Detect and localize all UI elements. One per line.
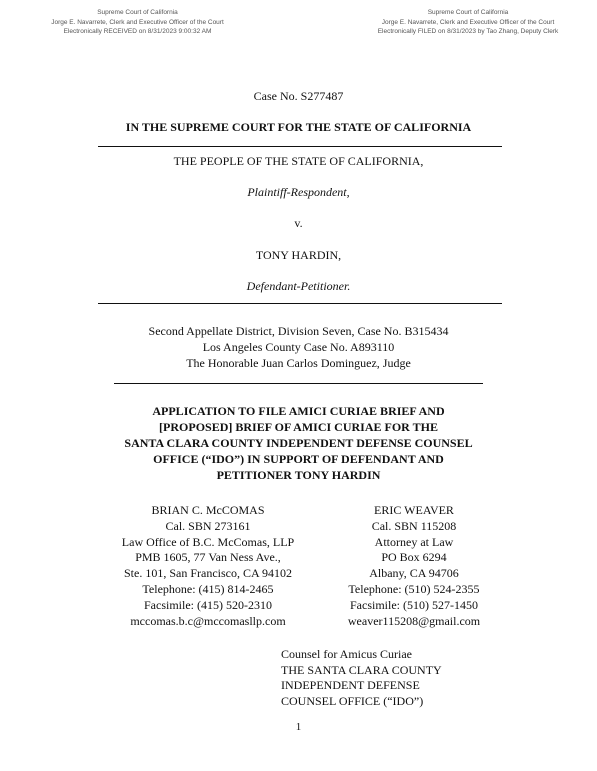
attorney-bar-number: Cal. SBN 115208 [371, 518, 457, 533]
stamp-line: Electronically RECEIVED on 8/31/2023 9:00:32 AM [63, 28, 212, 35]
title-line: [PROPOSED] BRIEF OF AMICI CURIAE FOR THE [159, 420, 438, 434]
attorney-block-weaver [316, 503, 512, 629]
attorney-facsimile: Facsimile: (415) 520-2310 [144, 597, 272, 612]
section-rule [114, 383, 483, 384]
attorney-firm: Attorney at Law [374, 534, 454, 549]
counsel-line: THE SANTA CLARA COUNTY [281, 662, 442, 677]
attorney-email: weaver115208@gmail.com [347, 613, 481, 628]
court-heading: IN THE SUPREME COURT FOR THE STATE OF CALIFORNIA [125, 120, 472, 134]
stamp-line: Electronically FILED on 8/31/2023 by Tao Zhang, Deputy Clerk [377, 28, 559, 35]
attorney-address: PO Box 6294 [381, 550, 447, 565]
versus: v. [294, 216, 303, 230]
counsel-line: COUNSEL OFFICE (“IDO”) [281, 693, 424, 708]
case-number: Case No. S277487 [253, 89, 344, 103]
attorney-email: mccomas.b.c@mccomasllp.com [130, 613, 286, 628]
title-line: PETITIONER TONY HARDIN [216, 468, 381, 482]
lower-court-line: The Honorable Juan Carlos Dominguez, Judge [186, 356, 411, 370]
attorney-name: ERIC WEAVER [374, 503, 454, 517]
received-stamp [20, 8, 255, 37]
lower-court-line: Los Angeles County Case No. A893110 [202, 340, 395, 354]
title-line: APPLICATION TO FILE AMICI CURIAE BRIEF AND [152, 404, 445, 418]
stamp-line: Jorge E. Navarrete, Clerk and Executive Officer of the Court [51, 18, 224, 26]
document-title [100, 403, 497, 483]
caption-top-rule [98, 146, 502, 147]
stamp-line: Supreme Court of California [97, 9, 178, 16]
attorney-firm: Law Office of B.C. McComas, LLP [121, 534, 295, 549]
attorney-address: PMB 1605, 77 Van Ness Ave., [135, 550, 281, 565]
lower-court-line: Second Appellate District, Division Seven, Case No. B315434 [148, 324, 449, 338]
attorney-address: Ste. 101, San Francisco, CA 94102 [124, 566, 292, 581]
page-number: 1 [295, 721, 302, 733]
plaintiff-role: Plaintiff-Respondent, [247, 185, 350, 199]
title-line: OFFICE (“IDO”) IN SUPPORT OF DEFENDANT AND [153, 452, 444, 466]
counsel-line: Counsel for Amicus Curiae [281, 647, 412, 661]
stamp-line: Supreme Court of California [427, 9, 509, 16]
attorney-facsimile: Facsimile: (510) 527-1450 [350, 597, 478, 612]
title-line: SANTA CLARA COUNTY INDEPENDENT DEFENSE COUNSEL [124, 436, 473, 450]
filed-stamp [352, 8, 584, 37]
plaintiff-name: THE PEOPLE OF THE STATE OF CALIFORNIA, [173, 154, 424, 168]
defendant-name: TONY HARDIN, [255, 248, 342, 262]
attorney-block-mccomas [102, 503, 314, 629]
counsel-line: INDEPENDENT DEFENSE [281, 678, 420, 692]
counsel-for-amicus [281, 647, 442, 709]
attorney-name: BRIAN C. McCOMAS [151, 503, 265, 517]
attorney-bar-number: Cal. SBN 273161 [165, 518, 251, 533]
stamp-line: Jorge E. Navarrete, Clerk and Executive Officer of the Court [381, 18, 555, 26]
attorney-address: Albany, CA 94706 [369, 566, 459, 581]
attorney-telephone: Telephone: (415) 814-2465 [142, 581, 274, 596]
defendant-role: Defendant-Petitioner. [246, 279, 351, 293]
attorney-telephone: Telephone: (510) 524-2355 [348, 581, 480, 596]
caption-bottom-rule [98, 303, 502, 304]
